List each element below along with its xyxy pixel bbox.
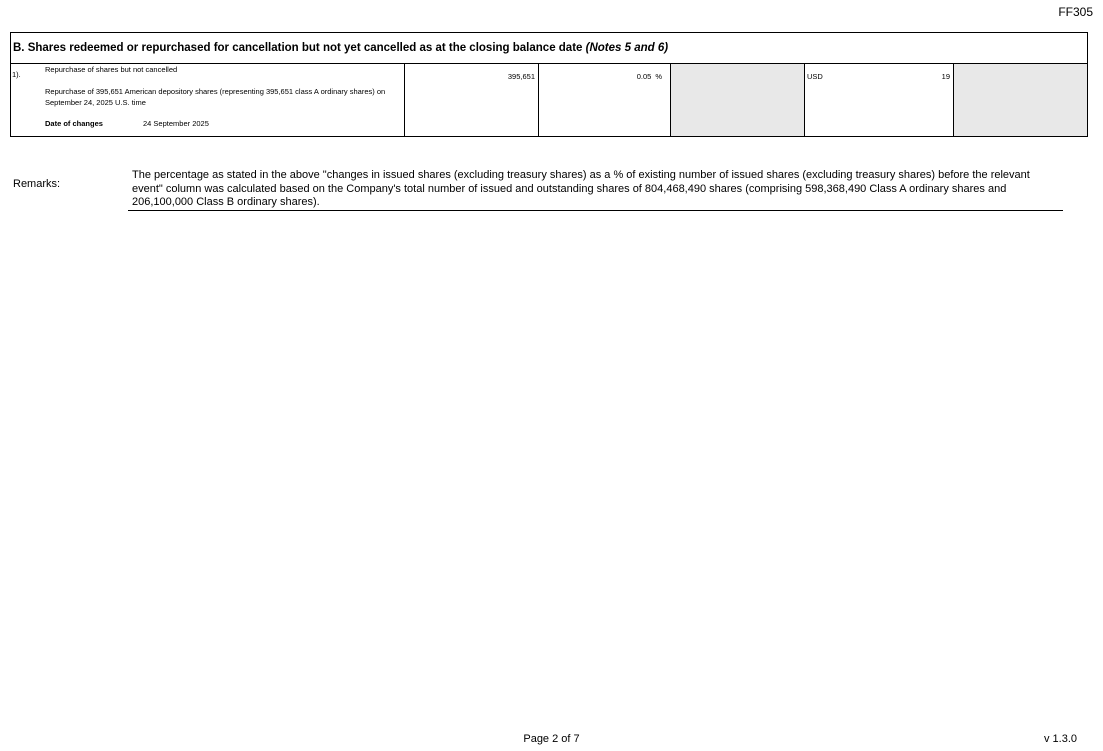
remarks-text: The percentage as stated in the above "changes in issued shares (excluding treasury shares) as a % of existing number of issued shares (excluding treasury shares) before the relevant event" column was calculated based on the Company's total number of issued and outstanding shares of 804,468,490 shares (comprising 598,368,490 Class A ordinary shares and 206,100,000 Class B ordinary shares). (128, 169, 1063, 211)
percentage-value: 0.05 (636, 72, 652, 81)
item-number: 1). (12, 70, 21, 79)
date-of-changes-label: Date of changes (45, 119, 103, 128)
shaded-cell (670, 64, 804, 136)
table-row (11, 64, 1087, 136)
form-code: FF305 (1058, 5, 1093, 19)
percentage-cell (538, 64, 670, 136)
section-title-text: B. Shares redeemed or repurchased for cancellation but not yet cancelled as at the closing balance date (13, 42, 583, 54)
description-cell (11, 64, 404, 136)
section-notes: (Notes 5 and 6) (585, 42, 669, 54)
item-title: Repurchase of shares but not cancelled (45, 65, 178, 74)
section-b-table (10, 32, 1088, 137)
page-number: Page 2 of 7 (523, 733, 580, 745)
shares-cell (404, 64, 538, 136)
version-label: v 1.3.0 (1043, 733, 1077, 745)
section-title (11, 33, 1087, 64)
date-of-changes-value: 24 September 2025 (143, 119, 209, 128)
currency-code: USD (807, 72, 823, 81)
price-amount: 19 (941, 72, 950, 81)
shaded-cell-2 (953, 64, 1087, 136)
item-detail: Repurchase of 395,651 American depository shares (representing 395,651 class A ordinary shares) on September 24, 2025 U.S. time (45, 87, 386, 107)
percent-sign: % (655, 72, 662, 81)
number-of-shares: 395,651 (507, 72, 535, 81)
remarks-label: Remarks: (13, 178, 61, 190)
price-cell (804, 64, 953, 136)
